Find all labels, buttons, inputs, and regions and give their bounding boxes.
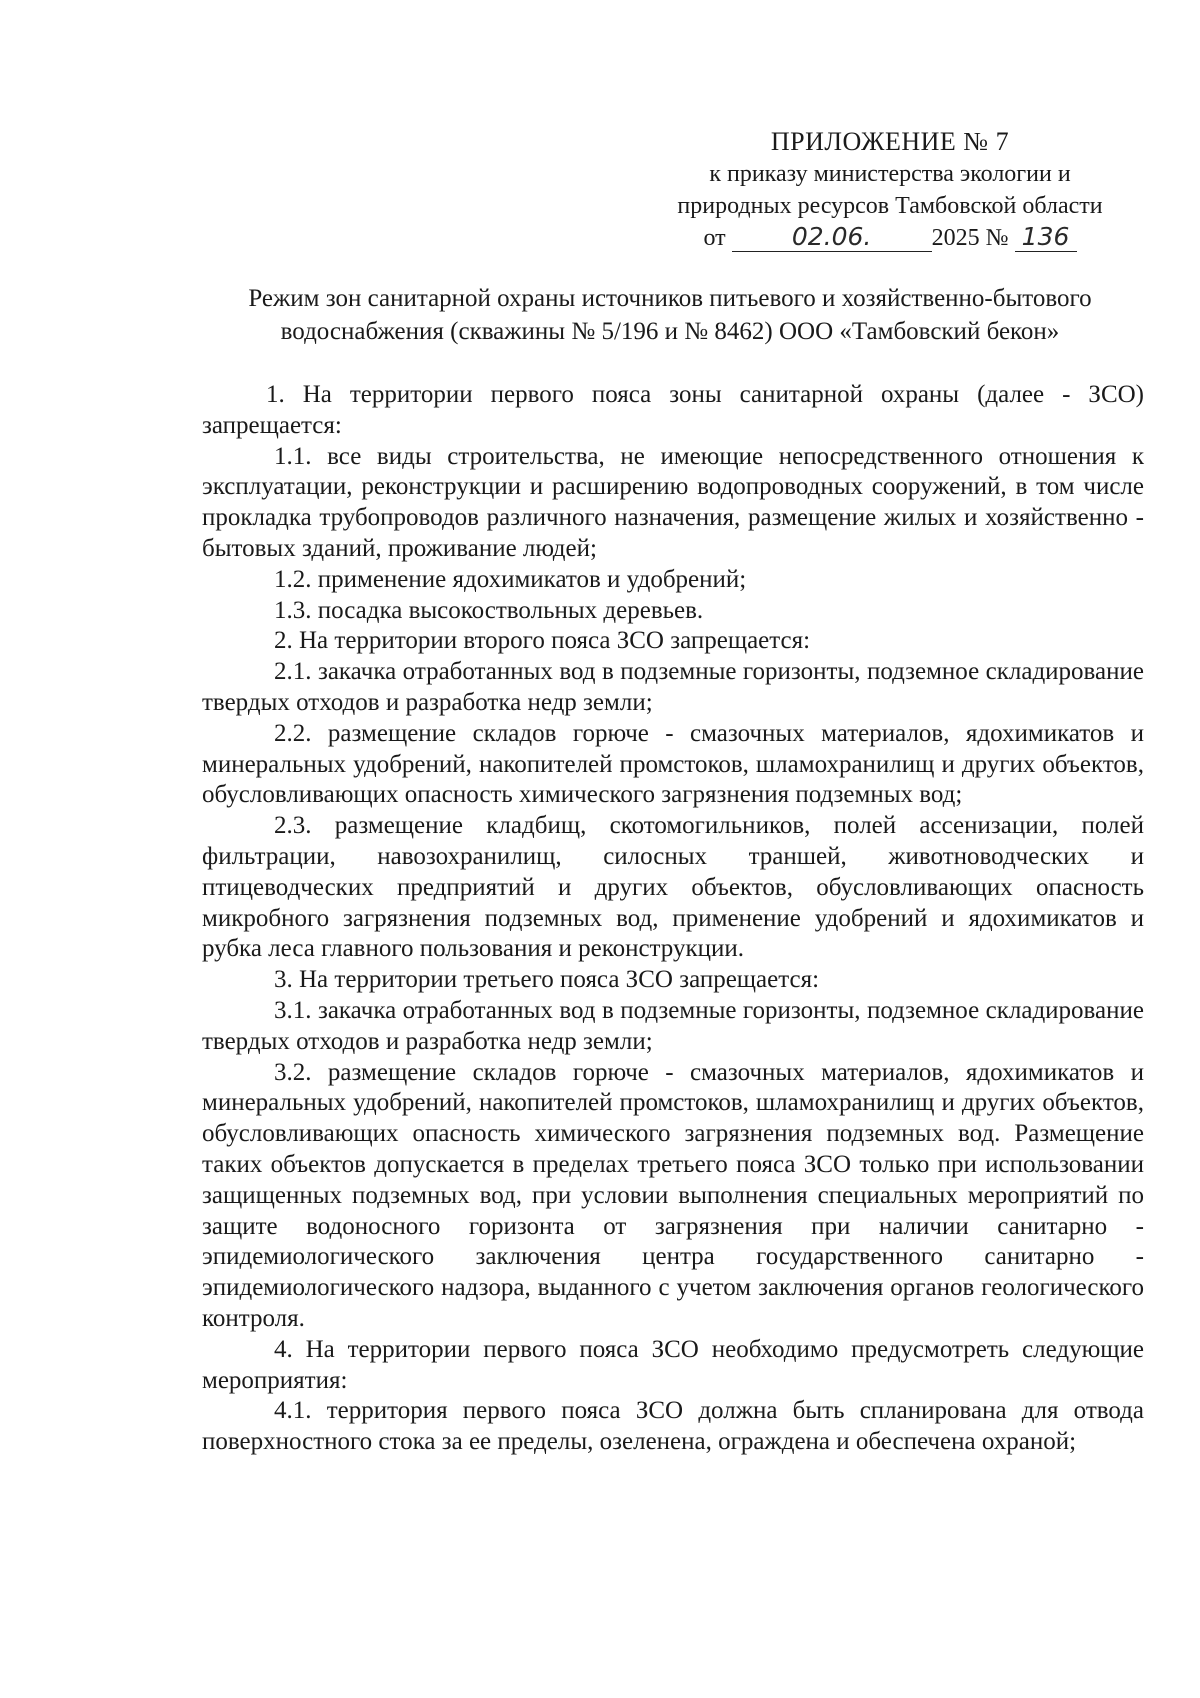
appendix-date-line [640,222,1140,254]
paragraph-2: 2. На территории второго пояса ЗСО запрещается: [274,627,811,655]
appendix-header [640,126,1140,254]
document-title-line-2: водоснабжения (скважины № 5/196 и № 8462) ООО «Тамбовский бекон» [280,318,1060,345]
paragraph-4-1: 4.1. территория первого пояса ЗСО должна быть спланирована для отвода поверхностного стока за ее пределы, озеленена, ограждена и обеспечена охраной; [202,1397,1144,1456]
paragraph-3-2: 3.2. размещение складов горюче - смазочных материалов, ядохимикатов и минеральных удобрений, накопителей промстоков, шламохранилищ и других объектов, обусловливающих опасность химического загрязнения подземных вод. Размещение таких объектов допускается в пределах третьего пояса ЗСО только при использовании защищенных подземных вод, при условии выполнения специальных мероприятий по защите водоносного горизонта от загрязнения при наличии санитарно - эпидемиологического заключения центра государственного санитарно - эпидемиологического надзора, выданного с учетом заключения органов геологического контроля. [202,1058,1144,1332]
document-title [200,282,1140,348]
document-body [202,380,1144,1458]
paragraph-3-1: 3.1. закачка отработанных вод в подземные горизонты, подземное складирование твердых отходов и разработка недр земли; [202,996,1144,1055]
handwritten-date: 02.06. [791,222,872,251]
appendix-order-line-1: к приказу министерства экологии и [709,161,1071,187]
from-label: от [703,225,726,251]
appendix-order-line-2: природных ресурсов Тамбовской области [677,193,1103,219]
number-field [1015,224,1077,252]
paragraph-1-3: 1.3. посадка высокоствольных деревьев. [274,596,704,624]
document-title-line-1: Режим зон санитарной охраны источников питьевого и хозяйственно-бытового [248,285,1092,312]
paragraph-1-1: 1.1. все виды строительства, не имеющие непосредственного отношения к эксплуатации, реконструкции и расширению водопроводных сооружений, в том числе прокладка трубопроводов различного назначения, размещение жилых и хозяйственно - бытовых зданий, проживание людей; [202,442,1144,562]
paragraph-1: 1. На территории первого пояса зоны санитарной охраны (далее - ЗСО) запрещается: [202,381,1144,439]
year-number-label: 2025 № [931,225,1009,251]
paragraph-2-3: 2.3. размещение кладбищ, скотомогильников, полей ассенизации, полей фильтрации, навозохранилищ, силосных траншей, животноводческих и птицеводческих предприятий и других объектов, обусловливающих опасность микробного загрязнения подземных вод, применение удобрений и ядохимикатов и рубка леса главного пользования и реконструкции. [202,812,1144,963]
handwritten-number: 136 [1021,222,1070,251]
paragraph-3: 3. На территории третьего пояса ЗСО запрещается: [274,966,820,994]
paragraph-4: 4. На территории первого пояса ЗСО необходимо предусмотреть следующие мероприятия: [202,1335,1144,1394]
date-field [732,224,932,252]
paragraph-1-2: 1.2. применение ядохимикатов и удобрений; [274,565,747,593]
paragraph-2-1: 2.1. закачка отработанных вод в подземные горизонты, подземное складирование твердых отходов и разработка недр земли; [202,658,1144,716]
appendix-title: ПРИЛОЖЕНИЕ № 7 [770,127,1010,156]
paragraph-2-2: 2.2. размещение складов горюче - смазочных материалов, ядохимикатов и минеральных удобрений, накопителей промстоков, шламохранилищ и других объектов, обусловливающих опасность химического загрязнения подземных вод; [202,719,1144,809]
